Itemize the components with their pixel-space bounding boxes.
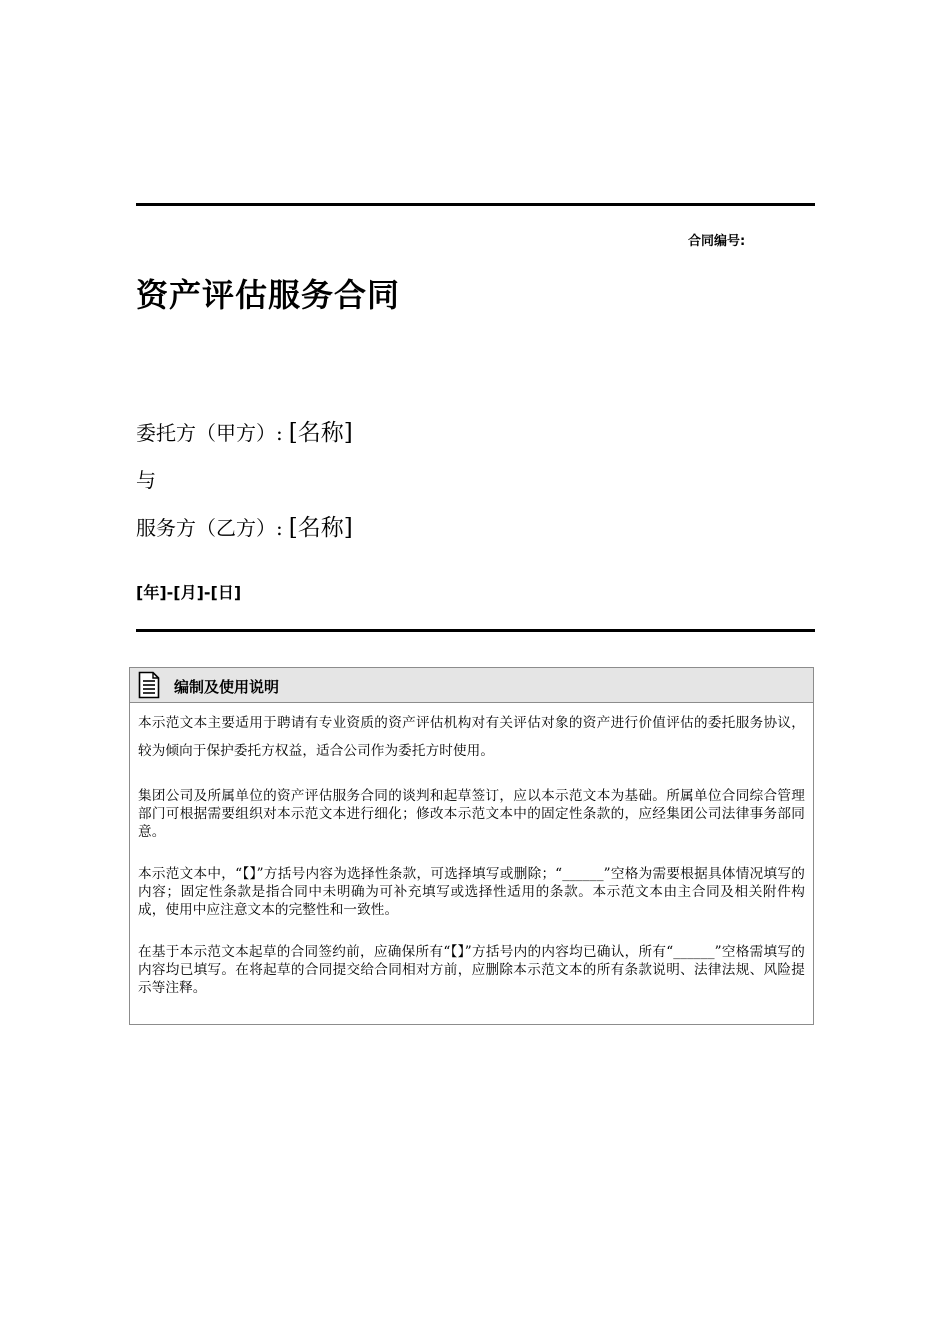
usage-notes-body (130, 703, 813, 997)
note-paragraph: 集团公司及所属单位的资产评估服务合同的谈判和起草签订，应以本示范文本为基础。所属单位合同综合管理部门可根据需要组织对本示范文本进行细化；修改本示范文本中的固定性条款的，应经集团公司法律事务部同意。 (138, 788, 805, 840)
usage-notes-title: 编制及使用说明 (174, 678, 280, 696)
provider-label: 服务方（乙方）: (136, 516, 283, 540)
party-connector: 与 (136, 468, 156, 492)
contract-number-label: 合同编号: (688, 234, 746, 249)
provider-party-line (136, 509, 353, 542)
usage-notes-box (129, 667, 814, 1025)
client-name-placeholder: [名称] (288, 420, 353, 446)
bottom-divider (136, 629, 815, 632)
note-paragraph: 在基于本示范文本起草的合同签约前，应确保所有“【】”方括号内的内容均已确认，所有“______”空格需填写的内容均已填写。在将起草的合同提交给合同相对方前，应删除本示范文本的所有条款说明、法律法规、风险提示等注释。 (138, 944, 805, 996)
top-divider (136, 203, 815, 206)
client-label: 委托方（甲方）: (136, 421, 283, 445)
usage-notes-header (130, 668, 813, 703)
client-party-line (136, 414, 353, 447)
document-lines-icon (138, 671, 160, 699)
provider-name-placeholder: [名称] (288, 515, 353, 541)
note-paragraph: 本示范文本主要适用于聘请有专业资质的资产评估机构对有关评估对象的资产进行价值评估的委托服务协议，较为倾向于保护委托方权益，适合公司作为委托方时使用。 (138, 715, 805, 759)
note-paragraph: 本示范文本中，“【】”方括号内容为选择性条款，可选择填写或删除；“______”空格为需要根据具体情况填写的内容；固定性条款是指合同中未明确为可补充填写或选择性适用的条款。本示范文本由主合同及相关附件构成，使用中应注意文本的完整性和一致性。 (138, 866, 805, 918)
contract-date: [年]-[月]-[日] (136, 583, 242, 602)
document-title: 资产评估服务合同 (136, 276, 401, 314)
